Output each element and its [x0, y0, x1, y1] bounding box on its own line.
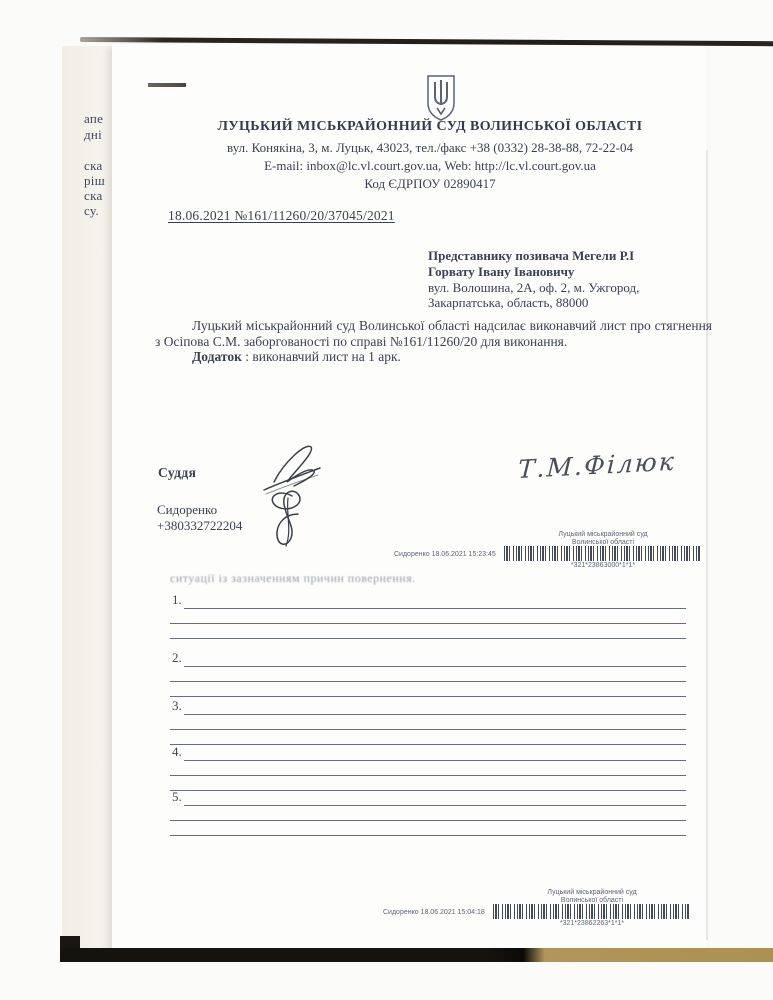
clerk-name: Сидоренко [157, 502, 218, 517]
faded-instruction-line: ситуації із зазначенням причин повернення. [170, 571, 416, 585]
stamp-court-line: Луцький міськрайонний суд [547, 889, 637, 896]
recipient-line: Представнику позивача Мегели Р.І [428, 248, 635, 263]
registration-stamp-upper [394, 527, 706, 575]
ruled-line [184, 793, 686, 806]
judge-role-label: Суддя [158, 465, 197, 480]
stamp-court-line: Волинської області [571, 539, 635, 546]
stamp-clerk-datetime: Сидоренко 18.06.2021 15:23:45 [394, 551, 496, 558]
underlying-text-fragment: су. [84, 203, 99, 218]
reference-date-number: 18.06.2021 №161/11260/20/37045/2021 [168, 208, 395, 223]
recipient-line: вул. Волошина, 2А, оф. 2, м. Ужгород, [428, 279, 640, 295]
clerk-contact-block [157, 502, 242, 533]
ruled-line [170, 669, 686, 682]
ruled-line [184, 654, 686, 667]
underlying-text-fragment: ска [84, 188, 103, 203]
ruled-line [170, 626, 686, 639]
form-item-number: 5. [172, 789, 182, 804]
page-right-edge-shadow [706, 150, 708, 940]
registration-stamp-lower [383, 885, 695, 933]
ruled-line [170, 684, 686, 697]
ruled-line [184, 702, 686, 715]
recipient-line: Закарпатська, область, 88000 [428, 295, 589, 311]
ruled-line [170, 823, 686, 836]
stamp-court-line: Волинської області [560, 897, 624, 904]
judge-handwritten-name: Т.М.Філюк [517, 446, 677, 485]
body-paragraph: Луцький міськрайонний суд Волинської області надсилає виконавчий лист про стягнення з Осіпова С.М. заборгованості по справі №161/11260/20 для виконання. [155, 318, 712, 349]
stamp-clerk-datetime: Сидоренко 18.06.2021 15:04:18 [383, 909, 485, 916]
court-edrpou-line: Код ЄДРПОУ 02890417 [364, 176, 496, 191]
ruled-line [184, 596, 686, 609]
judge-signature-scribble [246, 434, 342, 557]
letter-body [155, 318, 712, 365]
clerk-phone: +380332722204 [157, 517, 243, 533]
court-contact-line: E-mail: inbox@lc.vl.court.gov.ua, Web: http://lc.vl.court.gov.ua [264, 158, 596, 173]
ruled-line [170, 717, 686, 730]
scan-bottom-band [60, 948, 773, 962]
stamp-barcode-number: *321*23863000*1*1* [570, 562, 636, 569]
attachment-line [155, 349, 712, 365]
court-address-line: вул. Конякіна, 3, м. Луцьк, 43023, тел./факс +38 (0332) 28-38-88, 72-22-04 [227, 140, 633, 155]
ruled-line [170, 611, 686, 624]
court-name-title: ЛУЦЬКИЙ МІСЬКРАЙОННИЙ СУД ВОЛИНСЬКОЇ ОБЛАСТІ [217, 119, 643, 134]
underlying-text-fragment: апе [84, 111, 104, 126]
ruled-line [170, 808, 686, 821]
recipient-line: Горвату Івану Івановичу [428, 263, 575, 279]
underlying-text-fragment: ска [84, 158, 103, 173]
form-item-number: 3. [172, 698, 182, 713]
ruled-line [184, 748, 686, 761]
attachment-label: Додаток [192, 349, 242, 365]
ruled-line [170, 732, 686, 745]
underlying-text-fragment: дні [84, 127, 103, 142]
stamp-barcode-number: *321*23862263*1*1* [559, 920, 625, 927]
stamp-barcode [504, 546, 701, 561]
form-item-number: 4. [172, 744, 182, 759]
ruled-line [170, 778, 686, 791]
form-item-number: 1. [172, 592, 182, 607]
underlying-text-fragment: ріш [84, 173, 106, 188]
ruled-line [170, 763, 686, 776]
scan-dash-artifact [148, 83, 186, 87]
stamp-barcode [493, 904, 690, 919]
recipient-block [428, 248, 639, 311]
attachment-text: : виконавчий лист на 1 арк. [241, 349, 401, 365]
stamp-court-line: Луцький міськрайонний суд [558, 531, 648, 538]
form-item-number: 2. [172, 650, 182, 665]
